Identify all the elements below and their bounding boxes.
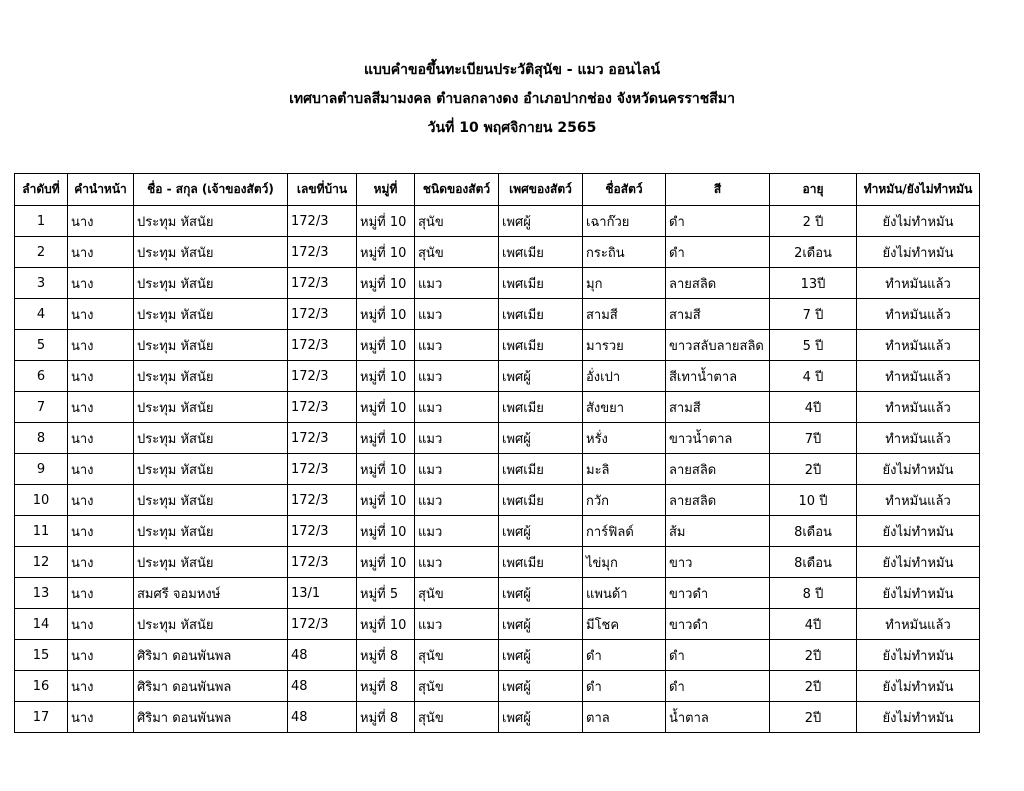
- col-age-cell: 2ปี: [770, 671, 857, 702]
- col-owner-name-cell: ประทุม หัสนัย: [134, 268, 288, 299]
- col-animal-name-cell: สังขยา: [583, 392, 666, 423]
- table-row: [15, 330, 980, 361]
- col-sterilization-cell: ทำหมันแล้ว: [857, 330, 980, 361]
- col-owner-name-cell: ศิริมา ดอนพันพล: [134, 640, 288, 671]
- col-animal-type-header: ชนิดของสัตว์: [415, 174, 499, 206]
- col-age-cell: 4ปี: [770, 392, 857, 423]
- col-animal-name-cell: สามสี: [583, 299, 666, 330]
- col-animal-name-cell: ดำ: [583, 671, 666, 702]
- col-owner-name-cell: ประทุม หัสนัย: [134, 454, 288, 485]
- form-date: วันที่ 10 พฤศจิกายน 2565: [427, 120, 597, 136]
- col-age-cell: 7ปี: [770, 423, 857, 454]
- col-owner-name-header: ชื่อ - สกุล (เจ้าของสัตว์): [134, 174, 288, 206]
- registration-table: [14, 173, 980, 733]
- col-prefix-cell: นาง: [68, 547, 134, 578]
- col-color-cell: ลายสลิด: [666, 268, 770, 299]
- col-animal-name-cell: มุก: [583, 268, 666, 299]
- col-animal-name-cell: มีโชค: [583, 609, 666, 640]
- col-order-cell: 16: [15, 671, 68, 702]
- col-order-header: ลำดับที่: [15, 174, 68, 206]
- col-village-cell: หมู่ที่ 8: [357, 702, 415, 733]
- col-owner-name-cell: ประทุม หัสนัย: [134, 423, 288, 454]
- col-village-cell: หมู่ที่ 10: [357, 206, 415, 237]
- col-village-cell: หมู่ที่ 10: [357, 516, 415, 547]
- col-owner-name-cell: ประทุม หัสนัย: [134, 206, 288, 237]
- col-age-cell: 8เดือน: [770, 516, 857, 547]
- col-animal-name-header: ชื่อสัตว์: [583, 174, 666, 206]
- table-row: [15, 237, 980, 268]
- col-village-cell: หมู่ที่ 10: [357, 609, 415, 640]
- col-color-cell: ดำ: [666, 640, 770, 671]
- col-prefix-cell: นาง: [68, 361, 134, 392]
- col-age-cell: 5 ปี: [770, 330, 857, 361]
- table-row: [15, 516, 980, 547]
- col-house-no-cell: 172/3: [288, 392, 357, 423]
- col-prefix-cell: นาง: [68, 485, 134, 516]
- col-animal-name-cell: ไข่มุก: [583, 547, 666, 578]
- col-color-cell: ลายสลิด: [666, 454, 770, 485]
- col-animal-type-cell: สุนัข: [415, 702, 499, 733]
- col-owner-name-cell: ประทุม หัสนัย: [134, 516, 288, 547]
- col-animal-type-cell: สุนัข: [415, 578, 499, 609]
- col-animal-sex-cell: เพศผู้: [499, 423, 583, 454]
- col-sterilization-cell: ยังไม่ทำหมัน: [857, 578, 980, 609]
- col-owner-name-cell: ประทุม หัสนัย: [134, 361, 288, 392]
- col-animal-type-cell: แมว: [415, 516, 499, 547]
- col-animal-type-cell: สุนัข: [415, 671, 499, 702]
- col-animal-sex-cell: เพศเมีย: [499, 237, 583, 268]
- col-prefix-cell: นาง: [68, 671, 134, 702]
- col-color-cell: ดำ: [666, 206, 770, 237]
- col-house-no-cell: 172/3: [288, 237, 357, 268]
- table-row: [15, 702, 980, 733]
- col-house-no-cell: 172/3: [288, 516, 357, 547]
- col-house-no-cell: 172/3: [288, 299, 357, 330]
- col-village-cell: หมู่ที่ 10: [357, 423, 415, 454]
- col-animal-sex-cell: เพศเมีย: [499, 330, 583, 361]
- col-age-cell: 4 ปี: [770, 361, 857, 392]
- col-sterilization-cell: ยังไม่ทำหมัน: [857, 516, 980, 547]
- table-row: [15, 609, 980, 640]
- col-village-cell: หมู่ที่ 10: [357, 268, 415, 299]
- col-age-cell: 8 ปี: [770, 578, 857, 609]
- col-order-cell: 12: [15, 547, 68, 578]
- col-age-header: อายุ: [770, 174, 857, 206]
- col-house-no-cell: 13/1: [288, 578, 357, 609]
- col-owner-name-cell: ประทุม หัสนัย: [134, 237, 288, 268]
- col-house-no-cell: 172/3: [288, 454, 357, 485]
- col-house-no-cell: 172/3: [288, 547, 357, 578]
- col-sterilization-cell: ทำหมันแล้ว: [857, 423, 980, 454]
- col-animal-name-cell: มะลิ: [583, 454, 666, 485]
- form-subtitle: เทศบาลตำบลสีมามงคล ตำบลกลางดง อำเภอปากช่อง จังหวัดนครราชสีมา: [289, 91, 735, 107]
- col-color-cell: สามสี: [666, 392, 770, 423]
- col-color-cell: ขาวสลับลายสลิด: [666, 330, 770, 361]
- col-owner-name-cell: ประทุม หัสนัย: [134, 299, 288, 330]
- col-animal-type-cell: แมว: [415, 392, 499, 423]
- col-village-cell: หมู่ที่ 10: [357, 299, 415, 330]
- col-village-cell: หมู่ที่ 10: [357, 454, 415, 485]
- col-village-header: หมู่ที่: [357, 174, 415, 206]
- table-row: [15, 671, 980, 702]
- col-animal-type-cell: แมว: [415, 361, 499, 392]
- col-sterilization-cell: ยังไม่ทำหมัน: [857, 702, 980, 733]
- col-order-cell: 17: [15, 702, 68, 733]
- col-village-cell: หมู่ที่ 8: [357, 640, 415, 671]
- col-animal-sex-cell: เพศเมีย: [499, 392, 583, 423]
- col-prefix-cell: นาง: [68, 640, 134, 671]
- col-animal-sex-cell: เพศผู้: [499, 702, 583, 733]
- col-animal-sex-cell: เพศผู้: [499, 206, 583, 237]
- col-village-cell: หมู่ที่ 10: [357, 361, 415, 392]
- col-order-cell: 11: [15, 516, 68, 547]
- col-prefix-cell: นาง: [68, 237, 134, 268]
- col-sterilization-cell: ทำหมันแล้ว: [857, 609, 980, 640]
- col-age-cell: 4ปี: [770, 609, 857, 640]
- col-age-cell: 13ปี: [770, 268, 857, 299]
- col-prefix-cell: นาง: [68, 299, 134, 330]
- col-animal-sex-cell: เพศเมีย: [499, 454, 583, 485]
- col-color-cell: ส้ม: [666, 516, 770, 547]
- col-house-no-cell: 48: [288, 640, 357, 671]
- col-prefix-cell: นาง: [68, 423, 134, 454]
- col-order-cell: 7: [15, 392, 68, 423]
- form-title: แบบคำขอขึ้นทะเบียนประวัติสุนัข - แมว ออนไลน์: [363, 62, 661, 78]
- col-prefix-cell: นาง: [68, 206, 134, 237]
- col-village-cell: หมู่ที่ 10: [357, 547, 415, 578]
- col-animal-type-cell: แมว: [415, 454, 499, 485]
- col-village-cell: หมู่ที่ 10: [357, 330, 415, 361]
- table-row: [15, 640, 980, 671]
- col-age-cell: 7 ปี: [770, 299, 857, 330]
- col-house-no-cell: 172/3: [288, 268, 357, 299]
- col-animal-sex-cell: เพศผู้: [499, 640, 583, 671]
- col-owner-name-cell: ศิริมา ดอนพันพล: [134, 702, 288, 733]
- col-village-cell: หมู่ที่ 5: [357, 578, 415, 609]
- col-order-cell: 13: [15, 578, 68, 609]
- col-prefix-cell: นาง: [68, 516, 134, 547]
- table-row: [15, 268, 980, 299]
- table-row: [15, 454, 980, 485]
- col-animal-name-cell: หรั่ง: [583, 423, 666, 454]
- col-sterilization-cell: ยังไม่ทำหมัน: [857, 640, 980, 671]
- col-animal-sex-cell: เพศผู้: [499, 516, 583, 547]
- col-animal-sex-header: เพศของสัตว์: [499, 174, 583, 206]
- col-color-cell: น้ำตาล: [666, 702, 770, 733]
- table-row: [15, 485, 980, 516]
- col-sterilization-cell: ยังไม่ทำหมัน: [857, 671, 980, 702]
- col-color-cell: ขาวดำ: [666, 578, 770, 609]
- col-owner-name-cell: ศิริมา ดอนพันพล: [134, 671, 288, 702]
- col-sterilization-cell: ทำหมันแล้ว: [857, 268, 980, 299]
- col-prefix-cell: นาง: [68, 330, 134, 361]
- col-order-cell: 15: [15, 640, 68, 671]
- col-animal-name-cell: แพนด้า: [583, 578, 666, 609]
- col-color-cell: ขาว: [666, 547, 770, 578]
- col-animal-sex-cell: เพศผู้: [499, 361, 583, 392]
- table-row: [15, 299, 980, 330]
- col-village-cell: หมู่ที่ 10: [357, 237, 415, 268]
- col-house-no-header: เลขที่บ้าน: [288, 174, 357, 206]
- table-row: [15, 423, 980, 454]
- col-color-cell: ขาวน้ำตาล: [666, 423, 770, 454]
- col-animal-sex-cell: เพศผู้: [499, 609, 583, 640]
- col-animal-sex-cell: เพศผู้: [499, 578, 583, 609]
- col-owner-name-cell: ประทุม หัสนัย: [134, 392, 288, 423]
- table-row: [15, 578, 980, 609]
- table-row: [15, 547, 980, 578]
- col-animal-sex-cell: เพศเมีย: [499, 547, 583, 578]
- table-row: [15, 392, 980, 423]
- col-animal-type-cell: แมว: [415, 268, 499, 299]
- col-sterilization-cell: ทำหมันแล้ว: [857, 361, 980, 392]
- col-prefix-cell: นาง: [68, 609, 134, 640]
- col-owner-name-cell: ประทุม หัสนัย: [134, 485, 288, 516]
- col-order-cell: 3: [15, 268, 68, 299]
- table-body: [15, 206, 980, 733]
- col-order-cell: 2: [15, 237, 68, 268]
- col-animal-name-cell: มารวย: [583, 330, 666, 361]
- col-animal-type-cell: สุนัข: [415, 640, 499, 671]
- col-owner-name-cell: ประทุม หัสนัย: [134, 609, 288, 640]
- col-owner-name-cell: ประทุม หัสนัย: [134, 547, 288, 578]
- col-sterilization-cell: ยังไม่ทำหมัน: [857, 237, 980, 268]
- col-sterilization-cell: ยังไม่ทำหมัน: [857, 206, 980, 237]
- col-age-cell: 2ปี: [770, 454, 857, 485]
- table-row: [15, 206, 980, 237]
- col-animal-name-cell: การ์ฟิลด์: [583, 516, 666, 547]
- col-animal-sex-cell: เพศผู้: [499, 671, 583, 702]
- col-house-no-cell: 172/3: [288, 361, 357, 392]
- col-sterilization-header: ทำหมัน/ยังไม่ทำหมัน: [857, 174, 980, 206]
- col-age-cell: 2ปี: [770, 640, 857, 671]
- col-animal-sex-cell: เพศเมีย: [499, 268, 583, 299]
- col-sterilization-cell: ทำหมันแล้ว: [857, 392, 980, 423]
- col-color-header: สี: [666, 174, 770, 206]
- col-age-cell: 2เดือน: [770, 237, 857, 268]
- col-animal-type-cell: แมว: [415, 609, 499, 640]
- col-order-cell: 10: [15, 485, 68, 516]
- col-order-cell: 14: [15, 609, 68, 640]
- col-order-cell: 5: [15, 330, 68, 361]
- col-prefix-cell: นาง: [68, 454, 134, 485]
- col-color-cell: ดำ: [666, 671, 770, 702]
- col-village-cell: หมู่ที่ 10: [357, 485, 415, 516]
- col-order-cell: 1: [15, 206, 68, 237]
- col-owner-name-cell: สมศรี จอมหงษ์: [134, 578, 288, 609]
- col-house-no-cell: 172/3: [288, 609, 357, 640]
- col-house-no-cell: 48: [288, 702, 357, 733]
- col-prefix-header: คำนำหน้า: [68, 174, 134, 206]
- table-row: [15, 361, 980, 392]
- col-sterilization-cell: ยังไม่ทำหมัน: [857, 454, 980, 485]
- col-age-cell: 2ปี: [770, 702, 857, 733]
- col-animal-type-cell: แมว: [415, 485, 499, 516]
- col-animal-type-cell: แมว: [415, 330, 499, 361]
- col-village-cell: หมู่ที่ 10: [357, 392, 415, 423]
- col-prefix-cell: นาง: [68, 268, 134, 299]
- col-color-cell: สามสี: [666, 299, 770, 330]
- col-color-cell: ขาวดำ: [666, 609, 770, 640]
- col-order-cell: 8: [15, 423, 68, 454]
- col-age-cell: 10 ปี: [770, 485, 857, 516]
- col-owner-name-cell: ประทุม หัสนัย: [134, 330, 288, 361]
- col-sterilization-cell: ทำหมันแล้ว: [857, 299, 980, 330]
- col-house-no-cell: 172/3: [288, 206, 357, 237]
- col-animal-name-cell: กวัก: [583, 485, 666, 516]
- col-animal-name-cell: ดำ: [583, 640, 666, 671]
- col-sterilization-cell: ยังไม่ทำหมัน: [857, 547, 980, 578]
- col-village-cell: หมู่ที่ 8: [357, 671, 415, 702]
- col-animal-type-cell: สุนัข: [415, 206, 499, 237]
- col-animal-name-cell: อั่งเปา: [583, 361, 666, 392]
- col-animal-name-cell: ตาล: [583, 702, 666, 733]
- col-age-cell: 8เดือน: [770, 547, 857, 578]
- col-house-no-cell: 48: [288, 671, 357, 702]
- col-animal-name-cell: กระถิน: [583, 237, 666, 268]
- col-animal-sex-cell: เพศเมีย: [499, 299, 583, 330]
- col-color-cell: ลายสลิด: [666, 485, 770, 516]
- col-house-no-cell: 172/3: [288, 485, 357, 516]
- col-animal-type-cell: แมว: [415, 547, 499, 578]
- col-color-cell: สีเทาน้ำตาล: [666, 361, 770, 392]
- col-animal-type-cell: แมว: [415, 299, 499, 330]
- col-order-cell: 9: [15, 454, 68, 485]
- col-animal-name-cell: เฉาก๊วย: [583, 206, 666, 237]
- col-animal-type-cell: แมว: [415, 423, 499, 454]
- col-animal-type-cell: สุนัข: [415, 237, 499, 268]
- col-house-no-cell: 172/3: [288, 330, 357, 361]
- col-prefix-cell: นาง: [68, 702, 134, 733]
- table-header-row: [15, 174, 980, 206]
- col-prefix-cell: นาง: [68, 392, 134, 423]
- col-order-cell: 6: [15, 361, 68, 392]
- col-age-cell: 2 ปี: [770, 206, 857, 237]
- col-color-cell: ดำ: [666, 237, 770, 268]
- col-house-no-cell: 172/3: [288, 423, 357, 454]
- col-prefix-cell: นาง: [68, 578, 134, 609]
- col-order-cell: 4: [15, 299, 68, 330]
- col-animal-sex-cell: เพศเมีย: [499, 485, 583, 516]
- col-sterilization-cell: ทำหมันแล้ว: [857, 485, 980, 516]
